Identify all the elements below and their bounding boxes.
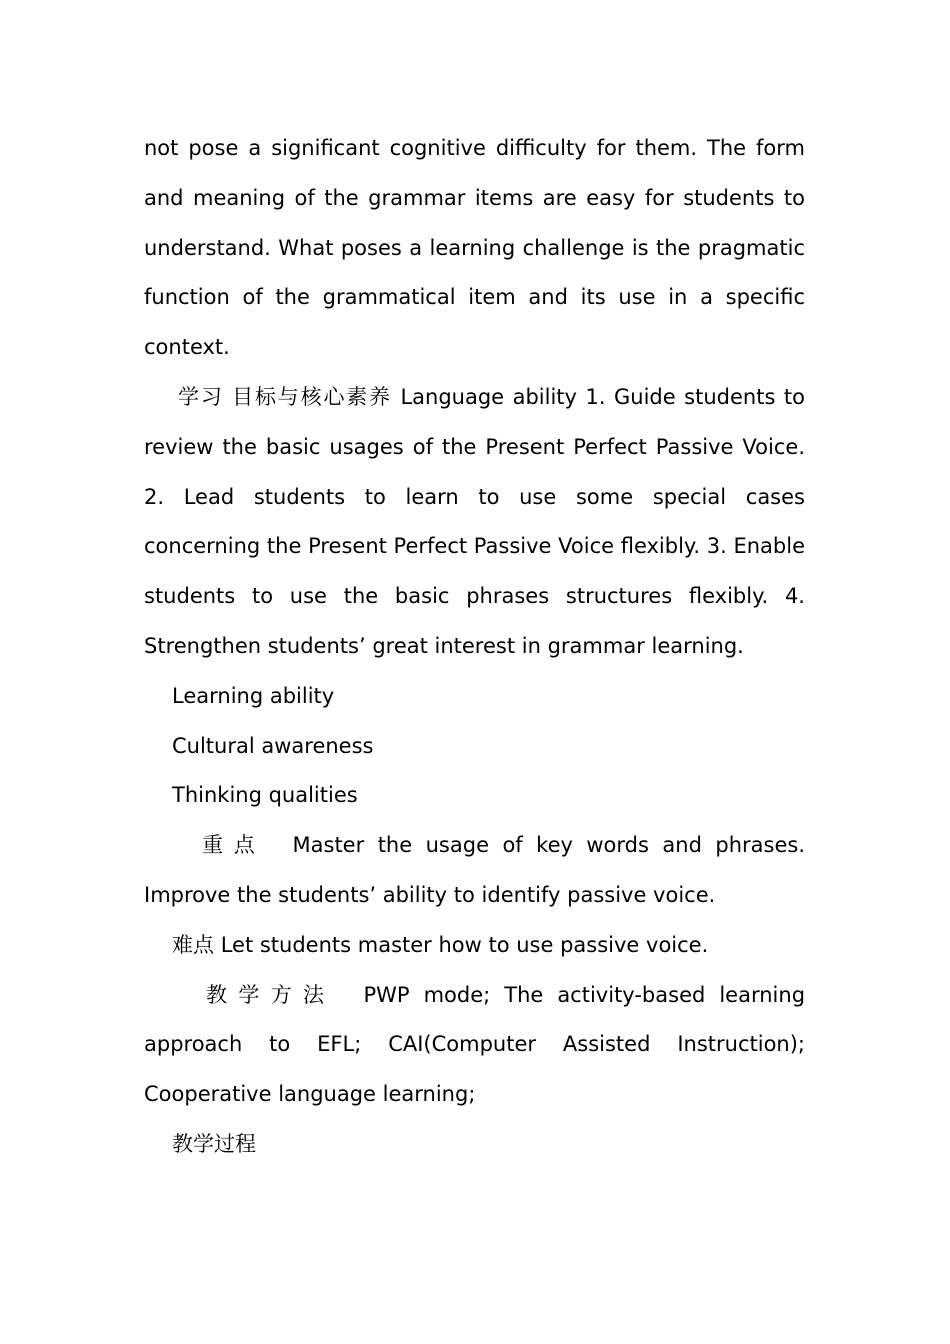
paragraph-learning-objectives bbox=[144, 373, 805, 672]
paragraph-cultural-awareness: Cultural awareness bbox=[172, 733, 374, 758]
objectives-body: Language ability 1. Guide students to review the basic usages of the Present Perfect Passive Voice. 2. Lead students to learn to use some special cases concerning the Present Perfect Passive Voice flexibly. 3. Enable students to use the basic phrases structures flexibly. 4. Strengthen students’ great interest in grammar learning. bbox=[144, 384, 805, 658]
paragraph-teaching-process: 教学过程 bbox=[172, 1131, 256, 1156]
key-points-heading: 重点 bbox=[202, 833, 266, 858]
teaching-methods-body: PWP mode; The activity-based learning approach to EFL; CAI(Computer Assisted Instruction); Cooperative language learning; bbox=[144, 982, 806, 1107]
paragraph-learning-ability: Learning ability bbox=[172, 683, 335, 708]
document-page bbox=[144, 124, 805, 1170]
paragraph-key-points bbox=[144, 821, 805, 921]
key-points-body: Master the usage of key words and phrases. Improve the students’ ability to identify passive voice. bbox=[144, 833, 805, 907]
paragraph-cognitive-difficulty: not pose a significant cognitive difficulty for them. The form and meaning of the grammar items are easy for students to understand. What poses a learning challenge is the pragmatic function of the grammatical item and its use in a specific context. bbox=[144, 136, 805, 360]
paragraph-thinking-qualities: Thinking qualities bbox=[172, 783, 358, 808]
paragraph-teaching-methods bbox=[144, 971, 805, 1120]
teaching-methods-heading: 教学方法 bbox=[206, 982, 336, 1007]
difficult-points-body: Let students master how to use passive voice. bbox=[220, 932, 709, 957]
paragraph-difficult-points bbox=[144, 921, 805, 971]
difficult-points-heading: 难点 bbox=[172, 932, 214, 957]
objectives-heading: 学习 目标与核心素养 bbox=[178, 384, 392, 409]
